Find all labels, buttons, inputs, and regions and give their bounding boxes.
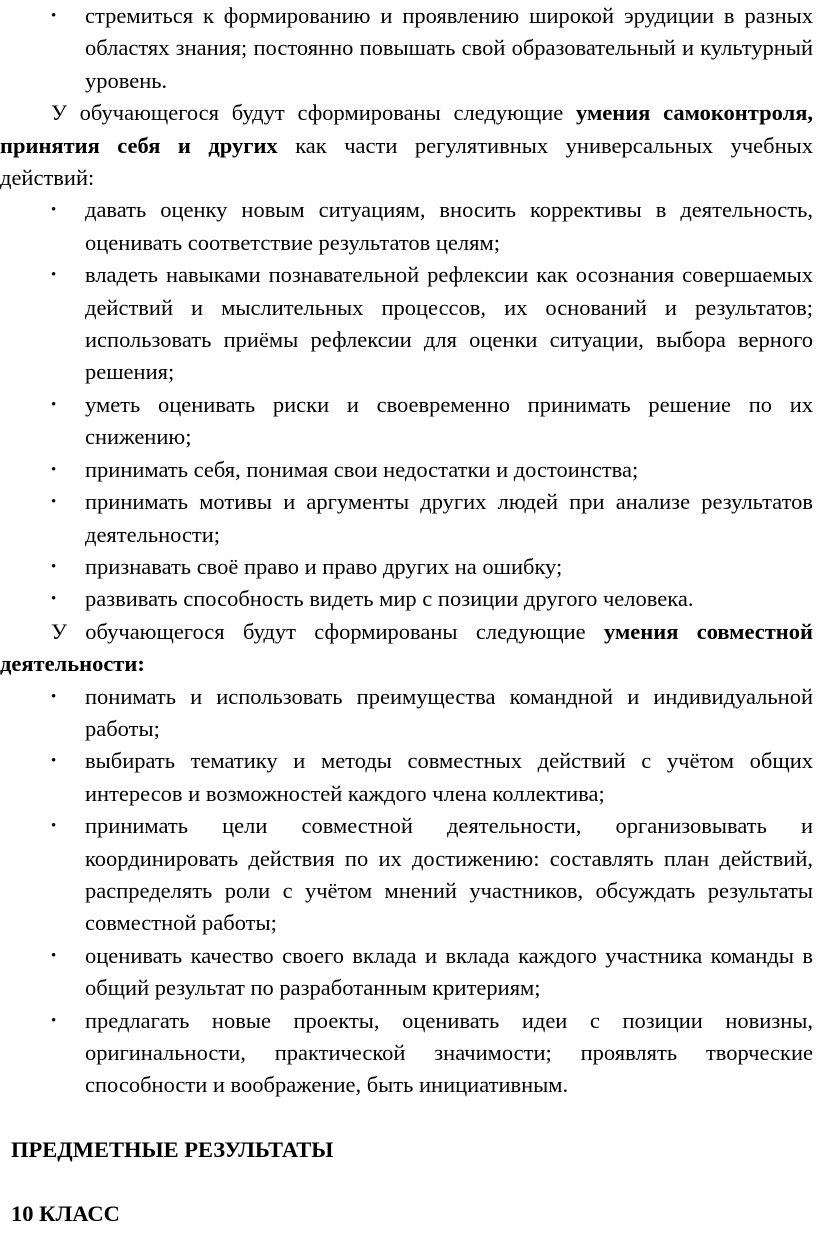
bullet-icon: • — [51, 591, 57, 608]
bullet-icon: • — [51, 396, 57, 413]
bullet-list-self-control — [0, 194, 813, 615]
bullet-icon: • — [51, 753, 57, 770]
bullet-icon: • — [51, 267, 57, 284]
list-item: • стремиться к формированию и проявлению широкой эрудиции в разных областях знания; постоянно повышать свой образовательный и культурный уровень. — [0, 0, 813, 97]
list-item: • признавать своё право и право других на ошибку; — [0, 551, 813, 583]
list-item: • понимать и использовать преимущества командной и индивидуальной работы; — [0, 681, 813, 746]
bullet-icon: • — [51, 461, 57, 478]
paragraph-self-control-intro: У обучающегося будут сформированы следующие умения самоконтроля, принятия себя и других как части регулятивных универсальных учебных действий: — [0, 100, 813, 191]
bullet-icon: • — [51, 8, 57, 24]
heading-grade: 10 КЛАСС — [11, 1201, 120, 1227]
bullet-list-top — [0, 0, 813, 97]
bullet-icon: • — [51, 558, 57, 575]
list-item: • уметь оценивать риски и своевременно принимать решение по их снижению; — [0, 389, 813, 454]
heading-subject-results: ПРЕДМЕТНЫЕ РЕЗУЛЬТАТЫ — [11, 1136, 334, 1162]
list-item: • предлагать новые проекты, оценивать идеи с позиции новизны, оригинальности, практической значимости; проявлять творческие способности и воображение, быть инициативным. — [0, 1005, 813, 1102]
list-item: • развивать способность видеть мир с позиции другого человека. — [0, 583, 813, 615]
list-item: • принимать мотивы и аргументы других людей при анализе результатов деятельности; — [0, 486, 813, 551]
paragraph-joint-intro: У обучающегося будут сформированы следующие умения совместной деятельности: — [0, 618, 813, 677]
bullet-icon: • — [51, 818, 57, 835]
list-item: • выбирать тематику и методы совместных действий с учётом общих интересов и возможностей каждого члена коллектива; — [0, 745, 813, 810]
bullet-list-joint — [0, 681, 813, 1102]
list-item: • принимать цели совместной деятельности, организовывать и координировать действия по их достижению: составлять план действий, распределять роли с учётом мнений участников, обсуждать результаты совместной работы; — [0, 810, 813, 940]
list-item: • давать оценку новым ситуациям, вносить коррективы в деятельность, оценивать соответствие результатов целям; — [0, 194, 813, 259]
bullet-icon: • — [51, 494, 57, 511]
list-item: • оценивать качество своего вклада и вклада каждого участника команды в общий результат по разработанным критериям; — [0, 940, 813, 1005]
bullet-icon: • — [51, 1012, 57, 1029]
bullet-icon: • — [51, 202, 57, 219]
list-item: • владеть навыками познавательной рефлексии как осознания совершаемых действий и мыслительных процессов, их оснований и результатов; использовать приёмы рефлексии для оценки ситуации, выбора верного решения; — [0, 259, 813, 389]
bullet-icon: • — [51, 947, 57, 964]
list-item: • принимать себя, понимая свои недостатки и достоинства; — [0, 454, 813, 486]
bullet-icon: • — [51, 688, 57, 705]
